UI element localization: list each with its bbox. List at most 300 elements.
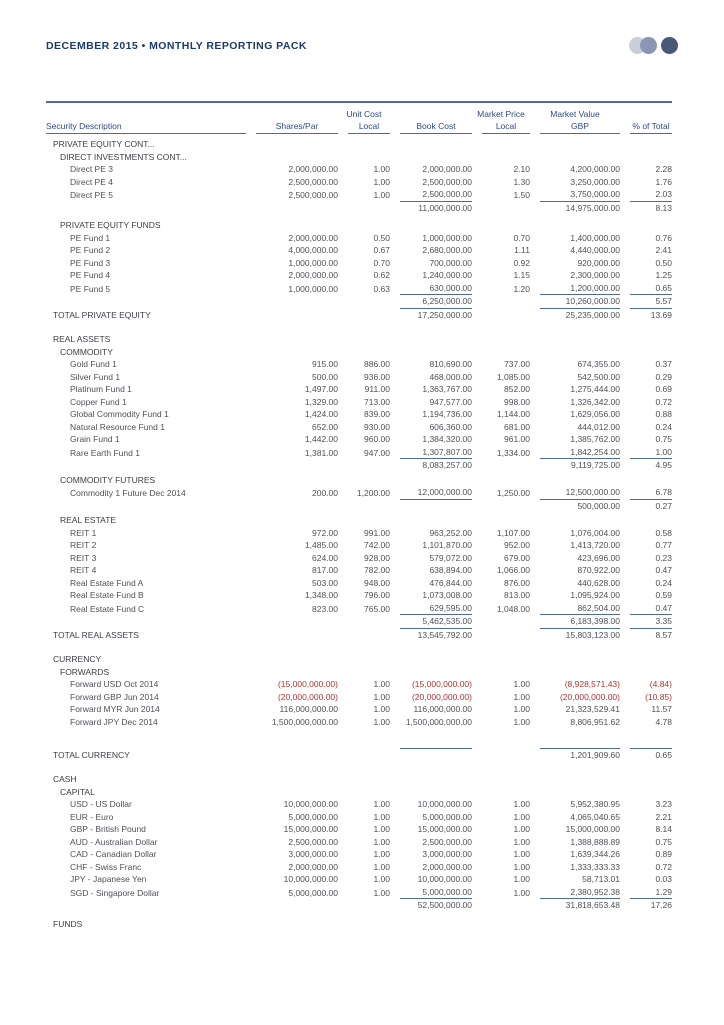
book-cost-cell (390, 500, 472, 513)
col-header-pct-of-total: % of Total (630, 120, 672, 134)
market-price-cell: 998.00 (504, 396, 530, 407)
market-price-cell (472, 653, 530, 666)
pct-cell: 1.25 (655, 270, 672, 280)
market-value-cell: 423,696.00 (577, 552, 620, 563)
unit-cost-cell: 1.00 (373, 679, 390, 689)
market-value-cell: 8,806,951.62 (570, 716, 620, 727)
book-cost-cell: 10,000,000.00 (417, 874, 472, 884)
book-cost-cell: 8,083,257.00 (422, 460, 472, 470)
market-price-cell (472, 333, 530, 346)
market-price-cell: 1.20 (513, 283, 530, 294)
market-value-cell: 12,500,000.00 (530, 486, 620, 500)
market-value-cell: 4,065,040.65 (570, 811, 620, 822)
market-value-cell: (8,928,571.43) (564, 679, 620, 689)
pct-cell: 0.65 (620, 282, 672, 296)
brand-dot-icon (640, 37, 657, 54)
item-row (46, 188, 672, 202)
book-cost-cell: 15,000,000.00 (417, 824, 472, 834)
pct-cell: 0.69 (655, 384, 672, 394)
item-row (46, 848, 672, 861)
unit-cost-cell (338, 333, 390, 346)
pct-cell: 2.03 (620, 188, 672, 202)
item-row (46, 371, 672, 384)
market-value-cell (530, 346, 620, 359)
market-price-cell (472, 138, 530, 151)
shares-cell: 823.00 (312, 603, 338, 614)
shares-cell: 200.00 (312, 488, 338, 498)
book-cost-cell (390, 773, 472, 786)
security-description-cell: Global Commodity Fund 1 (70, 409, 169, 419)
shares-cell: 817.00 (312, 565, 338, 575)
market-price-cell (472, 736, 530, 749)
col-header-unit-cost-local: Local (348, 120, 390, 134)
market-price-cell: 813.00 (504, 590, 530, 600)
spacer-row (46, 761, 672, 773)
market-value-cell: 1,076,004.00 (570, 527, 620, 538)
shares-cell (246, 309, 338, 322)
shares-cell: 624.00 (312, 552, 338, 563)
pct-cell (620, 151, 672, 164)
book-cost-cell: 700,000.00 (429, 257, 472, 268)
security-description-cell: TOTAL PRIVATE EQUITY (53, 309, 151, 320)
section-row (46, 333, 672, 346)
spacer-row (46, 641, 672, 653)
market-price-cell (472, 202, 530, 215)
item-row (46, 798, 672, 811)
security-description-cell: CAPITAL (60, 786, 95, 797)
market-price-cell: 1.00 (513, 836, 530, 847)
shares-cell: 3,000,000.00 (288, 849, 338, 859)
market-price-cell: 1.00 (513, 679, 530, 689)
pct-cell: (4.84) (649, 679, 672, 689)
market-price-cell (472, 219, 530, 232)
unit-cost-cell: 0.62 (373, 270, 390, 280)
pct-cell: 8.14 (655, 824, 672, 834)
header-row-top (46, 108, 672, 120)
book-cost-cell (390, 749, 472, 762)
security-description-cell (46, 615, 246, 629)
unit-cost-cell (338, 219, 390, 232)
market-price-cell (472, 514, 530, 527)
security-description-cell: Real Estate Fund A (70, 577, 144, 588)
book-cost-cell: 1,073,008.00 (422, 590, 472, 600)
shares-cell (246, 295, 338, 309)
security-description-cell: Real Estate Fund B (70, 590, 144, 600)
market-value-cell: 4,200,000.00 (570, 164, 620, 174)
pct-cell (620, 918, 672, 931)
section-row (46, 138, 672, 151)
security-description-cell: TOTAL REAL ASSETS (53, 629, 139, 640)
book-cost-cell: 963,252.00 (429, 527, 472, 538)
shares-cell: 503.00 (312, 577, 338, 588)
book-cost-cell (390, 219, 472, 232)
security-description-cell: PRIVATE EQUITY CONT... (53, 139, 155, 149)
security-description-cell: REAL ASSETS (53, 334, 111, 344)
market-value-cell: 1,639,344.26 (570, 849, 620, 859)
subsection-row (46, 219, 672, 232)
market-price-cell: 1,144.00 (496, 409, 530, 419)
unit-cost-cell: 1.00 (373, 176, 390, 187)
unit-cost-cell: 765.00 (364, 603, 390, 614)
security-description-cell: JPY - Japanese Yen (70, 874, 147, 884)
section-row (46, 773, 672, 786)
pct-cell: 0.58 (655, 527, 672, 538)
shares-cell (246, 736, 338, 749)
unit-cost-cell: 0.50 (373, 232, 390, 243)
shares-cell: 2,500,000.00 (288, 836, 338, 847)
pct-cell (620, 333, 672, 346)
item-row (46, 408, 672, 421)
unit-cost-cell (338, 514, 390, 527)
unit-cost-cell: 782.00 (364, 565, 390, 575)
security-description-cell: PE Fund 5 (70, 283, 111, 294)
security-description-cell (46, 899, 246, 912)
security-description-cell: Gold Fund 1 (70, 359, 117, 369)
unit-cost-cell: 1.00 (373, 861, 390, 872)
pct-cell: 2.21 (655, 811, 672, 822)
book-cost-cell (390, 666, 472, 679)
market-value-cell: 500,000.00 (577, 500, 620, 511)
security-description-cell: Forward JPY Dec 2014 (70, 716, 158, 727)
pct-cell (620, 666, 672, 679)
book-cost-cell: 2,500,000.00 (422, 836, 472, 847)
market-price-cell: 852.00 (504, 384, 530, 394)
subsection-row (46, 786, 672, 799)
market-value-cell (530, 918, 620, 931)
item-row (46, 811, 672, 824)
section-row (46, 653, 672, 666)
item-row (46, 589, 672, 602)
item-row (46, 602, 672, 616)
unit-cost-cell (338, 474, 390, 487)
pct-cell: (10.85) (645, 691, 672, 702)
unit-cost-cell: 839.00 (364, 409, 390, 419)
book-cost-cell: 2,000,000.00 (422, 861, 472, 872)
shares-cell: 2,000,000.00 (288, 232, 338, 243)
shares-cell: 2,000,000.00 (288, 270, 338, 280)
book-cost-cell (390, 333, 472, 346)
book-cost-cell: 638,894.00 (429, 565, 472, 575)
security-description-cell: COMMODITY (60, 346, 113, 357)
shares-cell: 116,000,000.00 (279, 704, 338, 714)
pct-cell: 0.65 (655, 749, 672, 760)
market-price-cell: 1.00 (513, 849, 530, 859)
market-value-cell: 3,750,000.00 (530, 188, 620, 202)
security-description-cell: Silver Fund 1 (70, 371, 121, 382)
item-row (46, 176, 672, 189)
market-value-cell: 1,326,342.00 (570, 396, 620, 407)
item-row (46, 691, 672, 704)
market-price-cell: 961.00 (504, 434, 530, 444)
pct-cell: 13.69 (650, 309, 672, 320)
market-value-cell: 1,200,000.00 (530, 282, 620, 296)
unit-cost-cell: 742.00 (364, 540, 390, 550)
market-value-cell: 870,922.00 (577, 565, 620, 575)
book-cost-cell: (15,000,000.00) (411, 679, 472, 689)
market-price-cell: 1,066.00 (496, 565, 530, 575)
unit-cost-cell (338, 773, 390, 786)
pct-cell: 0.24 (655, 577, 672, 588)
security-description-cell: CHF - Swiss Franc (70, 861, 142, 872)
market-value-cell: 440,628.00 (577, 577, 620, 588)
item-row (46, 527, 672, 540)
book-cost-cell: 1,194,736.00 (422, 409, 472, 419)
unit-cost-cell: 991.00 (364, 527, 390, 538)
book-cost-cell: 1,240,000.00 (422, 270, 472, 280)
subtotal-row (46, 500, 672, 513)
pct-cell: 0.72 (655, 861, 672, 872)
book-cost-cell: 2,500,000.00 (422, 176, 472, 187)
market-price-cell: 1,085.00 (496, 371, 530, 382)
book-cost-cell: 476,844.00 (429, 577, 472, 588)
col-header-market-value: Market Value (550, 109, 600, 119)
pct-cell: 0.47 (620, 602, 672, 616)
security-description-cell: COMMODITY FUTURES (60, 474, 156, 485)
shares-cell: 5,000,000.00 (288, 887, 338, 898)
security-description-cell: DIRECT INVESTMENTS CONT... (60, 151, 187, 162)
shares-cell (246, 346, 338, 359)
shares-cell: 2,000,000.00 (288, 164, 338, 174)
book-cost-cell (390, 346, 472, 359)
market-price-cell: 1,107.00 (496, 527, 530, 538)
pct-cell (620, 138, 672, 151)
market-value-cell: 5,952,380.95 (570, 799, 620, 809)
unit-cost-cell: 1.00 (373, 691, 390, 702)
market-price-cell (472, 459, 530, 472)
market-price-cell (472, 500, 530, 513)
market-price-cell: 1.00 (513, 824, 530, 834)
subtotal-row (46, 899, 672, 912)
spacer-row (46, 321, 672, 333)
market-price-cell: 1.00 (513, 704, 530, 714)
book-cost-cell (390, 138, 472, 151)
unit-cost-cell: 1.00 (373, 190, 390, 200)
market-price-cell (472, 474, 530, 487)
col-header-market-price: Market Price (477, 109, 525, 119)
unit-cost-cell: 930.00 (364, 421, 390, 432)
shares-cell: 1,497.00 (304, 384, 338, 394)
pct-cell (620, 346, 672, 359)
unit-cost-cell: 1.00 (373, 836, 390, 847)
shares-cell: 1,381.00 (304, 447, 338, 458)
shares-cell: 15,000,000.00 (283, 824, 338, 834)
security-description-cell: EUR - Euro (70, 811, 114, 822)
book-cost-cell: 3,000,000.00 (422, 849, 472, 859)
market-price-cell (472, 786, 530, 799)
book-cost-cell: 13,545,792.00 (417, 629, 472, 640)
security-description-cell: REIT 1 (70, 527, 97, 538)
security-description-cell: REAL ESTATE (60, 515, 117, 525)
market-value-cell: 58,713.01 (582, 874, 620, 884)
book-cost-cell: 1,307,807.00 (390, 446, 472, 460)
security-description-cell: Forward USD Oct 2014 (70, 679, 159, 689)
security-description-cell: PE Fund 4 (70, 270, 111, 280)
pct-cell: 8.57 (655, 629, 672, 640)
book-cost-cell (390, 151, 472, 164)
shares-cell: 10,000,000.00 (283, 799, 338, 809)
book-cost-cell: 1,384,320.00 (422, 434, 472, 444)
security-description-cell: Grain Fund 1 (70, 434, 120, 444)
market-price-cell (472, 773, 530, 786)
book-cost-cell (390, 786, 472, 799)
unit-cost-cell: 928.00 (364, 552, 390, 563)
shares-cell (246, 666, 338, 679)
shares-cell (246, 138, 338, 151)
unit-cost-cell: 0.67 (373, 245, 390, 255)
market-price-cell: 1.00 (513, 716, 530, 727)
col-header-market-value-gbp: GBP (540, 120, 620, 134)
shares-cell (246, 749, 338, 762)
subtotal-row (46, 615, 672, 629)
market-price-cell (472, 615, 530, 629)
unit-cost-cell: 886.00 (364, 359, 390, 369)
security-description-cell: Forward GBP Jun 2014 (70, 691, 159, 702)
shares-cell (246, 514, 338, 527)
market-price-cell: 1.00 (513, 861, 530, 872)
market-value-cell (530, 653, 620, 666)
pct-cell: 6.78 (620, 486, 672, 500)
unit-cost-cell (338, 615, 390, 629)
security-description-cell: REIT 2 (70, 540, 97, 550)
shares-cell: 915.00 (312, 359, 338, 369)
book-cost-cell: 2,000,000.00 (422, 164, 472, 174)
security-description-cell: CURRENCY (53, 654, 102, 664)
pct-cell: 0.47 (655, 565, 672, 575)
shares-cell: 500.00 (312, 371, 338, 382)
unit-cost-cell: 948.00 (364, 577, 390, 588)
market-price-cell: 1.00 (513, 799, 530, 809)
security-description-cell: Forward MYR Jun 2014 (70, 704, 160, 714)
book-cost-cell: 630,000.00 (390, 282, 472, 296)
market-value-cell: 1,333,333.33 (570, 861, 620, 872)
market-value-cell: 1,413,720.00 (570, 540, 620, 550)
security-description-cell: SGD - Singapore Dollar (70, 887, 160, 898)
book-cost-cell: 5,462,535.00 (390, 615, 472, 629)
book-cost-cell: 947,577.00 (429, 396, 472, 407)
market-value-cell (530, 666, 620, 679)
unit-cost-cell: 0.70 (373, 257, 390, 268)
unit-cost-cell: 1.00 (373, 164, 390, 174)
shares-cell: 10,000,000.00 (283, 874, 338, 884)
unit-cost-cell (338, 918, 390, 931)
market-value-cell: 1,400,000.00 (570, 232, 620, 243)
security-description-cell: Real Estate Fund C (70, 603, 145, 614)
security-description-cell: FUNDS (53, 918, 83, 929)
market-value-cell: 15,803,123.00 (565, 629, 620, 640)
shares-cell: 5,000,000.00 (288, 811, 338, 822)
shares-cell: 2,500,000.00 (288, 190, 338, 200)
subsection-row (46, 666, 672, 679)
shares-cell (246, 219, 338, 232)
security-description-cell: PE Fund 1 (70, 232, 111, 243)
market-value-cell (530, 333, 620, 346)
item-row (46, 886, 672, 900)
col-header-book-cost: Book Cost (400, 120, 472, 134)
pct-cell: 0.37 (655, 359, 672, 369)
book-cost-cell: 1,101,870.00 (422, 540, 472, 550)
market-value-cell (530, 474, 620, 487)
item-row (46, 716, 672, 729)
market-price-cell (472, 899, 530, 912)
shares-cell (246, 474, 338, 487)
market-value-cell: 15,000,000.00 (565, 824, 620, 834)
shares-cell: 1,500,000,000.00 (271, 716, 338, 727)
book-cost-cell: 468,000.00 (429, 371, 472, 382)
market-value-cell: 3,250,000.00 (570, 176, 620, 187)
market-price-cell (472, 666, 530, 679)
total-row (46, 629, 672, 642)
subsection-row (46, 514, 672, 527)
security-description-cell: REIT 3 (70, 552, 97, 563)
market-price-cell (472, 151, 530, 164)
item-row (46, 823, 672, 836)
section-row (46, 918, 672, 931)
subsection-row (46, 474, 672, 487)
shares-cell (246, 615, 338, 629)
market-value-cell: 25,235,000.00 (565, 309, 620, 320)
unit-cost-cell (338, 295, 390, 309)
shares-cell: 2,000,000.00 (288, 861, 338, 872)
shares-cell (246, 786, 338, 799)
pct-cell: 4.78 (655, 716, 672, 727)
total-row (46, 309, 672, 322)
shares-cell: 4,000,000.00 (288, 245, 338, 255)
pct-cell (620, 514, 672, 527)
market-value-cell: 1,842,254.00 (530, 446, 620, 460)
item-row (46, 282, 672, 296)
unit-cost-cell (338, 736, 390, 749)
brand-dot-icon (661, 37, 678, 54)
item-row (46, 678, 672, 691)
unit-cost-cell: 911.00 (364, 384, 390, 394)
market-value-cell: 1,201,909.60 (570, 749, 620, 760)
book-cost-cell: 6,250,000.00 (390, 295, 472, 309)
unit-cost-cell: 947.00 (364, 447, 390, 458)
book-cost-cell: 17,250,000.00 (417, 309, 472, 320)
pct-cell: 11.57 (651, 704, 672, 714)
book-cost-cell: 810,690.00 (429, 359, 472, 369)
unit-cost-cell: 1.00 (373, 874, 390, 884)
security-description-cell: Direct PE 5 (70, 190, 113, 200)
market-price-cell: 1.00 (513, 887, 530, 898)
pct-cell: 2.41 (655, 245, 672, 255)
market-value-cell: 1,629,056.00 (570, 409, 620, 419)
market-price-cell (472, 295, 530, 309)
book-cost-cell: 1,000,000.00 (422, 232, 472, 243)
market-value-cell: 31,818,653.48 (565, 900, 620, 910)
header-row-bottom (46, 120, 672, 134)
pct-cell: 1.00 (620, 446, 672, 460)
item-row (46, 244, 672, 257)
pct-cell: 0.03 (655, 874, 672, 884)
subsection-row (46, 151, 672, 164)
rule-row (46, 736, 672, 749)
pct-cell: 0.23 (655, 552, 672, 563)
book-cost-cell (390, 736, 472, 749)
book-cost-cell: 5,000,000.00 (390, 886, 472, 900)
spacer-row (46, 728, 672, 736)
book-cost-cell (390, 653, 472, 666)
market-value-cell (530, 151, 620, 164)
report-table-body (46, 138, 672, 930)
shares-cell: (15,000,000.00) (277, 679, 338, 689)
market-price-cell (472, 346, 530, 359)
pct-cell: 17.26 (650, 900, 672, 910)
market-value-cell (530, 138, 620, 151)
market-price-cell: 1.30 (513, 176, 530, 187)
pct-cell: 8.13 (655, 202, 672, 213)
market-price-cell: 1.50 (513, 190, 530, 200)
